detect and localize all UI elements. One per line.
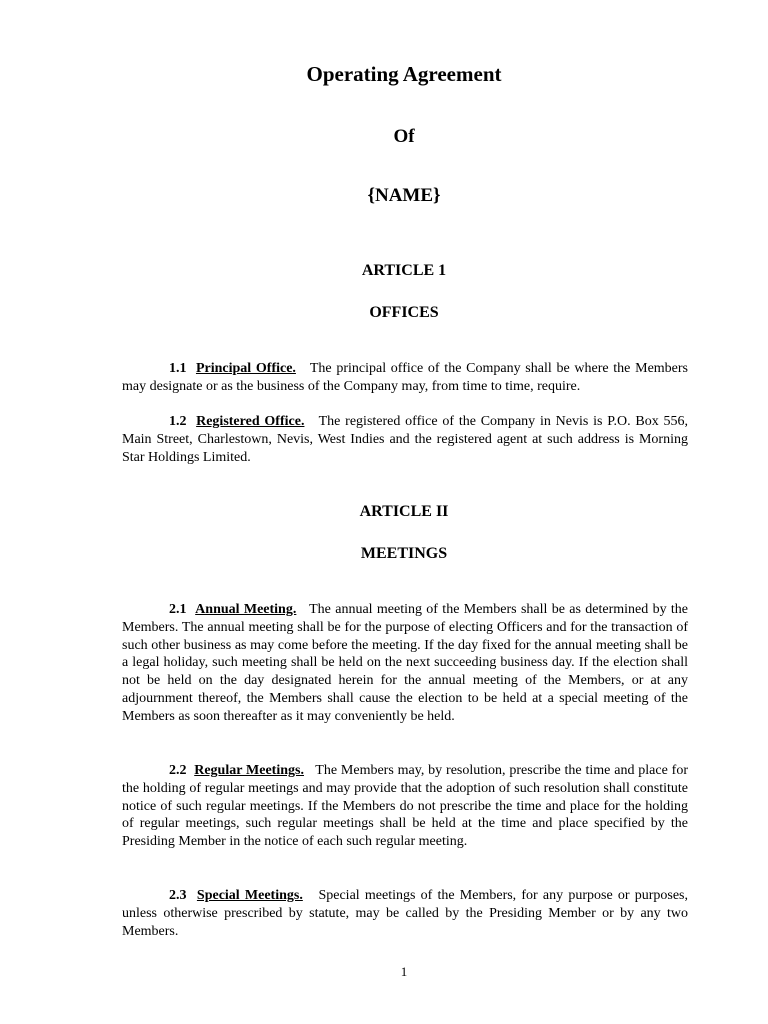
- article-2-heading: MEETINGS: [360, 545, 448, 562]
- section-text: The Members may, by resolution, prescribe the time and place for the holding of regular meetings and may provide that the adoption of such resolution shall constitute notice of such regular meetings. If the Members do not prescribe the time and place for the holding of regular meetings, such regular meetings shall be held at the time and place specified by the Presiding Member in the notice of each such regular meeting.: [122, 763, 689, 850]
- section-text: The annual meeting of the Members shall be as determined by the Members. The annual meeting shall be for the purpose of electing Officers and for the transaction of such other business as may come before the meeting. If the day fixed for the annual meeting shall be a legal holiday, such meeting shall be held on the next succeeding business day. If the election shall not be held on the day designated herein for the annual meeting of the Members, or at any adjournment thereof, the Members shall cause the election to be held at a special meeting of the Members as soon thereafter as it may conveniently be held.: [122, 602, 689, 724]
- company-name-placeholder: {NAME}: [367, 185, 441, 206]
- section-caption: Registered Office.: [196, 414, 305, 429]
- section-caption: Regular Meetings.: [194, 763, 304, 778]
- section-1-1: [122, 360, 688, 396]
- section-1-2: [122, 413, 688, 466]
- section-number: 2.2: [169, 763, 187, 778]
- section-2-3: [122, 887, 688, 940]
- document-title: Operating Agreement: [306, 62, 502, 86]
- section-2-2: [122, 762, 688, 851]
- article-2-number: ARTICLE II: [359, 503, 449, 520]
- section-text: The registered office of the Company in Nevis is P.O. Box 556, Main Street, Charlestown, Nevis, West Indies and the registered agent at such address is Morning Star Holdings Limited.: [122, 414, 689, 465]
- section-number: 1.1: [169, 361, 187, 376]
- section-number: 1.2: [169, 414, 187, 429]
- section-caption: Annual Meeting.: [195, 602, 297, 617]
- section-caption: Special Meetings.: [196, 888, 303, 903]
- article-1-heading: OFFICES: [369, 304, 439, 321]
- section-text: The principal office of the Company shall be where the Members may designate or as the business of the Company may, from time to time, require.: [122, 361, 688, 394]
- section-caption: Principal Office.: [195, 361, 296, 376]
- page-number: 1: [400, 964, 408, 979]
- section-number: 2.1: [169, 602, 187, 617]
- section-2-1: [122, 601, 688, 726]
- article-1-number: ARTICLE 1: [361, 262, 447, 279]
- section-text: Special meetings of the Members, for any purpose or purposes, unless otherwise prescribed by statute, may be called by the Presiding Member or by any two Members.: [122, 888, 689, 939]
- document-of: Of: [393, 126, 415, 147]
- section-number: 2.3: [169, 888, 187, 903]
